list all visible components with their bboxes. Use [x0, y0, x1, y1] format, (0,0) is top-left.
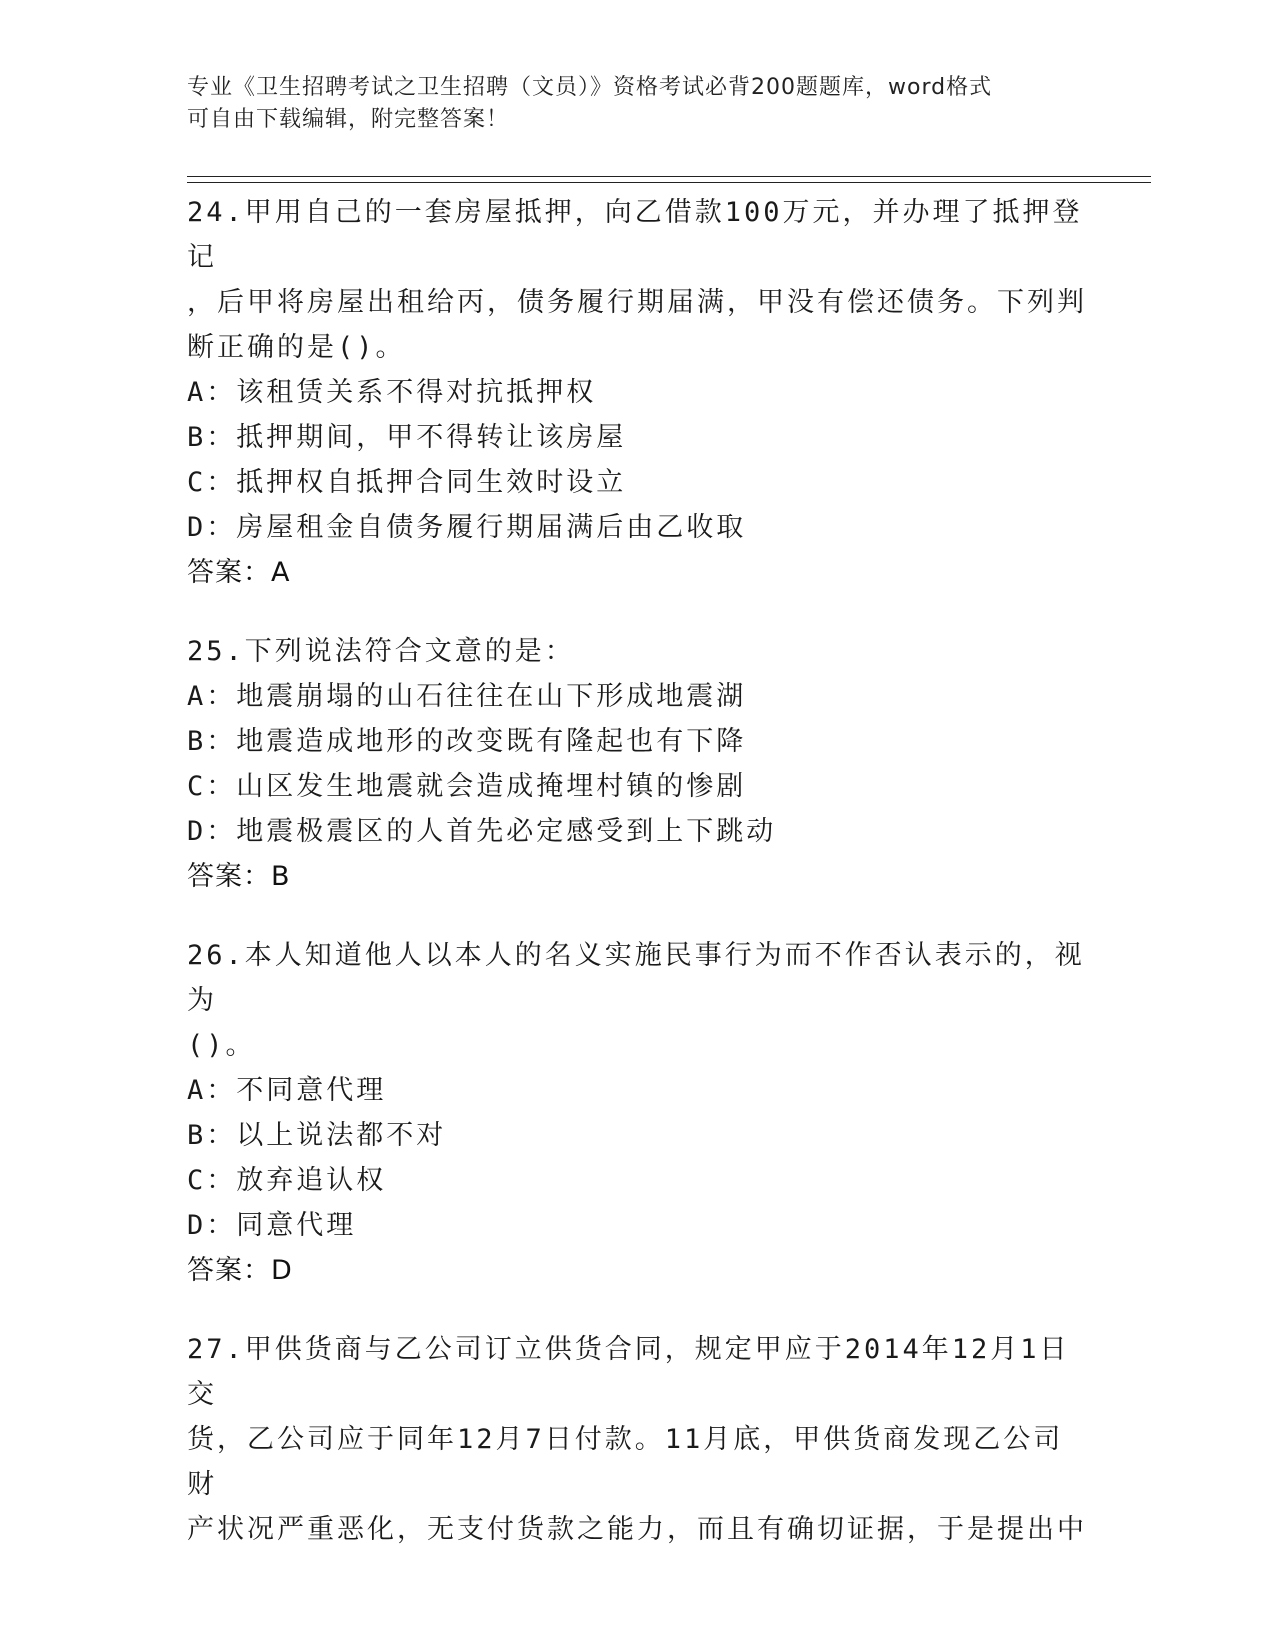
- question-stem-line: 27.甲供货商与乙公司订立供货合同，规定甲应于2014年12月1日交: [187, 1334, 1070, 1410]
- option-a: A：地震崩塌的山石往往在山下形成地震湖: [187, 681, 747, 712]
- answer: 答案：A: [187, 557, 291, 588]
- question-25: [187, 629, 1087, 899]
- option-a: A：该租赁关系不得对抗抵押权: [187, 377, 597, 408]
- question-26: [187, 933, 1087, 1293]
- answer: 答案：D: [187, 1255, 293, 1286]
- question-stem-line: ，后甲将房屋出租给丙，债务履行期届满，甲没有偿还债务。下列判: [187, 287, 1087, 318]
- question-stem-line: 产状况严重恶化，无支付货款之能力，而且有确切证据，于是提出中: [187, 1514, 1087, 1545]
- answer: 答案：B: [187, 861, 291, 892]
- header-line-1: 专业《卫生招聘考试之卫生招聘（文员）》资格考试必背200题题库，word格式: [187, 75, 993, 100]
- option-d: D：房屋租金自债务履行期届满后由乙收取: [187, 512, 747, 543]
- option-d: D：地震极震区的人首先必定感受到上下跳动: [187, 816, 777, 847]
- option-c: C：抵押权自抵押合同生效时设立: [187, 467, 627, 498]
- question-list: [187, 190, 1087, 1586]
- option-a: A：不同意代理: [187, 1075, 387, 1106]
- question-stem-line: 24.甲用自己的一套房屋抵押，向乙借款100万元，并办理了抵押登记: [187, 197, 1083, 273]
- header-line-2: 可自由下载编辑，附完整答案！: [187, 107, 510, 132]
- option-c: C：山区发生地震就会造成掩埋村镇的惨剧: [187, 771, 747, 802]
- question-27: [187, 1327, 1087, 1552]
- document-header: [187, 72, 1087, 136]
- option-d: D：同意代理: [187, 1210, 357, 1241]
- option-b: B：抵押期间，甲不得转让该房屋: [187, 422, 627, 453]
- option-b: B：地震造成地形的改变既有隆起也有下降: [187, 726, 747, 757]
- option-b: B：以上说法都不对: [187, 1120, 447, 1151]
- question-stem-line: 25.下列说法符合文意的是：: [187, 636, 575, 667]
- question-stem-line: 货，乙公司应于同年12月7日付款。11月底，甲供货商发现乙公司财: [187, 1424, 1064, 1500]
- question-stem-line: ()。: [187, 1030, 256, 1061]
- option-c: C：放弃追认权: [187, 1165, 387, 1196]
- question-stem-line: 断正确的是()。: [187, 332, 406, 363]
- header-rule-top: [187, 176, 1151, 177]
- header-rule-bottom: [187, 182, 1151, 183]
- question-24: [187, 190, 1087, 595]
- question-stem-line: 26.本人知道他人以本人的名义实施民事行为而不作否认表示的，视为: [187, 940, 1085, 1016]
